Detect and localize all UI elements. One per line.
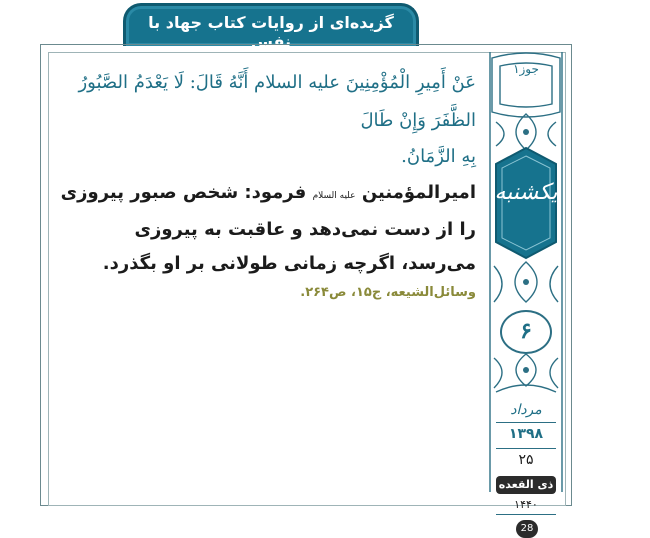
- salutation: علیه السلام: [312, 191, 356, 201]
- divider: [496, 448, 556, 449]
- divider: [496, 422, 556, 423]
- hijri-month-badge: ذی القعده: [496, 476, 556, 494]
- page-title: گزیده‌ای از روایات کتاب جهاد با نفس: [148, 13, 394, 51]
- hijri-year: ۱۴۴۰: [514, 498, 538, 511]
- gregorian-day: ۲۵: [518, 452, 534, 468]
- arabic-hadith-line-2: بِهِ الزَّمَانُ.: [401, 146, 476, 167]
- header-tab: [123, 3, 419, 51]
- day-number-circle: [500, 310, 552, 354]
- day-number: ۶: [520, 318, 532, 344]
- persian-translation: [60, 176, 476, 281]
- solar-year: ۱۳۹۸: [508, 426, 544, 442]
- speaker-name: امیرالمؤمنین: [361, 182, 476, 203]
- page-number-badge: 28: [516, 520, 538, 538]
- weekday-label: یکشنبه: [494, 180, 558, 205]
- calendar-column: [486, 52, 566, 534]
- solar-month: مرداد: [510, 402, 542, 418]
- hadith-content: [60, 60, 476, 300]
- juz-label: جوز۱: [513, 62, 539, 76]
- divider: [496, 514, 556, 515]
- translation-text: فرمود: شخص صبور پیروزی را از دست نمی‌دهد و عاقبت به پیروزی می‌رسد، اگرچه زمانی طولانی بر او بگذرد.: [60, 182, 476, 274]
- arabic-hadith-line-1: عَنْ أَمِيرِ الْمُؤْمِنِينَ عليه السلام أَنَّهُ قَالَ: لَا يَعْدَمُ الصَّبُورُ الظَّفَرَ وَإِنْ طَالَ: [78, 72, 476, 131]
- source-reference: وسائل‌الشیعه، ج۱۵، ص۲۶۴.: [300, 285, 476, 300]
